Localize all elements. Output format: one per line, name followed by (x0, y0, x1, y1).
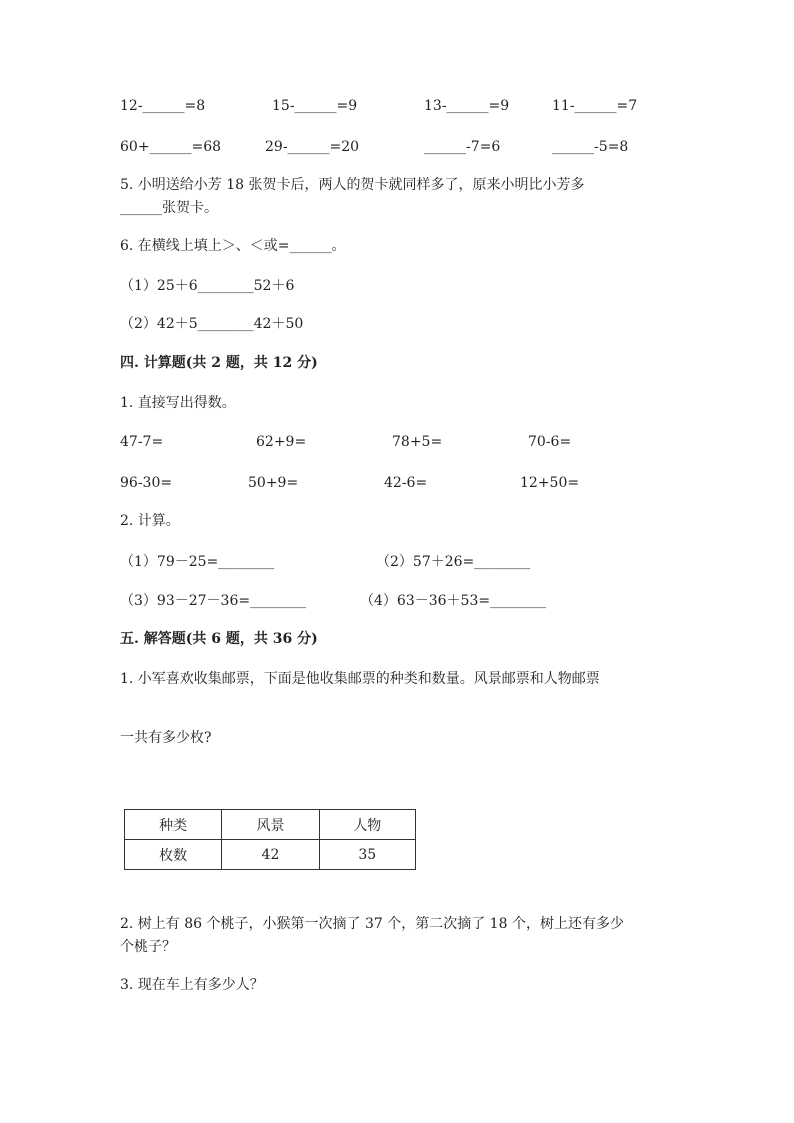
section-5-q2-line1: 2. 树上有 86 个桃子，小猴第一次摘了 37 个，第二次摘了 18 个，树上还有多少 (120, 916, 624, 932)
question-6-item-1[interactable]: （1）25＋6________52＋6 (120, 278, 295, 294)
compute-item-4[interactable]: （4）63－36＋53=________ (360, 593, 547, 609)
table-cell: 枚数 (125, 840, 222, 870)
section-4-heading: 四. 计算题(共 2 题，共 12 分) (120, 355, 318, 371)
calc-2[interactable]: 62+9= (256, 434, 307, 450)
section-5-q1-line2: 一共有多少枚? (120, 730, 212, 746)
section-4-q2-prompt: 2. 计算。 (120, 513, 180, 529)
section-5-q3: 3. 现在车上有多少人？ (120, 977, 264, 993)
fill-blank-7[interactable]: ______-7=6 (424, 139, 501, 155)
calc-3[interactable]: 78+5= (392, 434, 443, 450)
section-4-q1-prompt: 1. 直接写出得数。 (120, 395, 236, 411)
compute-item-1[interactable]: （1）79－25=________ (120, 554, 275, 570)
table-row (125, 840, 416, 870)
table-cell: 42 (222, 840, 319, 870)
section-5-q2-line2: 个桃子？ (120, 939, 176, 955)
question-6-item-2[interactable]: （2）42＋5________42＋50 (120, 316, 304, 332)
question-5-line2[interactable]: ______张贺卡。 (120, 200, 218, 216)
fill-blank-2[interactable]: 15-______=9 (272, 98, 358, 114)
fill-blank-3[interactable]: 13-______=9 (424, 98, 510, 114)
fill-blank-6[interactable]: 29-______=20 (265, 139, 360, 155)
fill-blank-1[interactable]: 12-______=8 (120, 98, 206, 114)
compute-item-3[interactable]: （3）93－27－36=________ (120, 593, 307, 609)
fill-blank-4[interactable]: 11-______=7 (552, 98, 638, 114)
section-5-heading: 五. 解答题(共 6 题，共 36 分) (120, 631, 318, 647)
stamp-count-table (124, 809, 416, 870)
table-cell: 35 (319, 840, 415, 870)
fill-blank-8[interactable]: ______-5=8 (552, 139, 629, 155)
calc-8[interactable]: 12+50= (520, 475, 580, 491)
compute-item-2[interactable]: （2）57＋26=________ (376, 554, 531, 570)
calc-1[interactable]: 47-7= (120, 434, 164, 450)
calc-5[interactable]: 96-30= (120, 475, 173, 491)
table-header-cell: 种类 (125, 810, 222, 840)
calc-7[interactable]: 42-6= (384, 475, 428, 491)
calc-6[interactable]: 50+9= (248, 475, 299, 491)
question-5-line1: 5. 小明送给小芳 18 张贺卡后，两人的贺卡就同样多了，原来小明比小芳多 (120, 177, 585, 193)
table-header-cell: 风景 (222, 810, 319, 840)
question-6-prompt: 6. 在横线上填上＞、＜或=______。 (120, 238, 346, 254)
fill-blank-5[interactable]: 60+______=68 (120, 139, 222, 155)
table-header-row (125, 810, 416, 840)
section-5-q1-line1: 1. 小军喜欢收集邮票，下面是他收集邮票的种类和数量。风景邮票和人物邮票 (120, 671, 600, 687)
table-header-cell: 人物 (319, 810, 415, 840)
calc-4[interactable]: 70-6= (528, 434, 572, 450)
